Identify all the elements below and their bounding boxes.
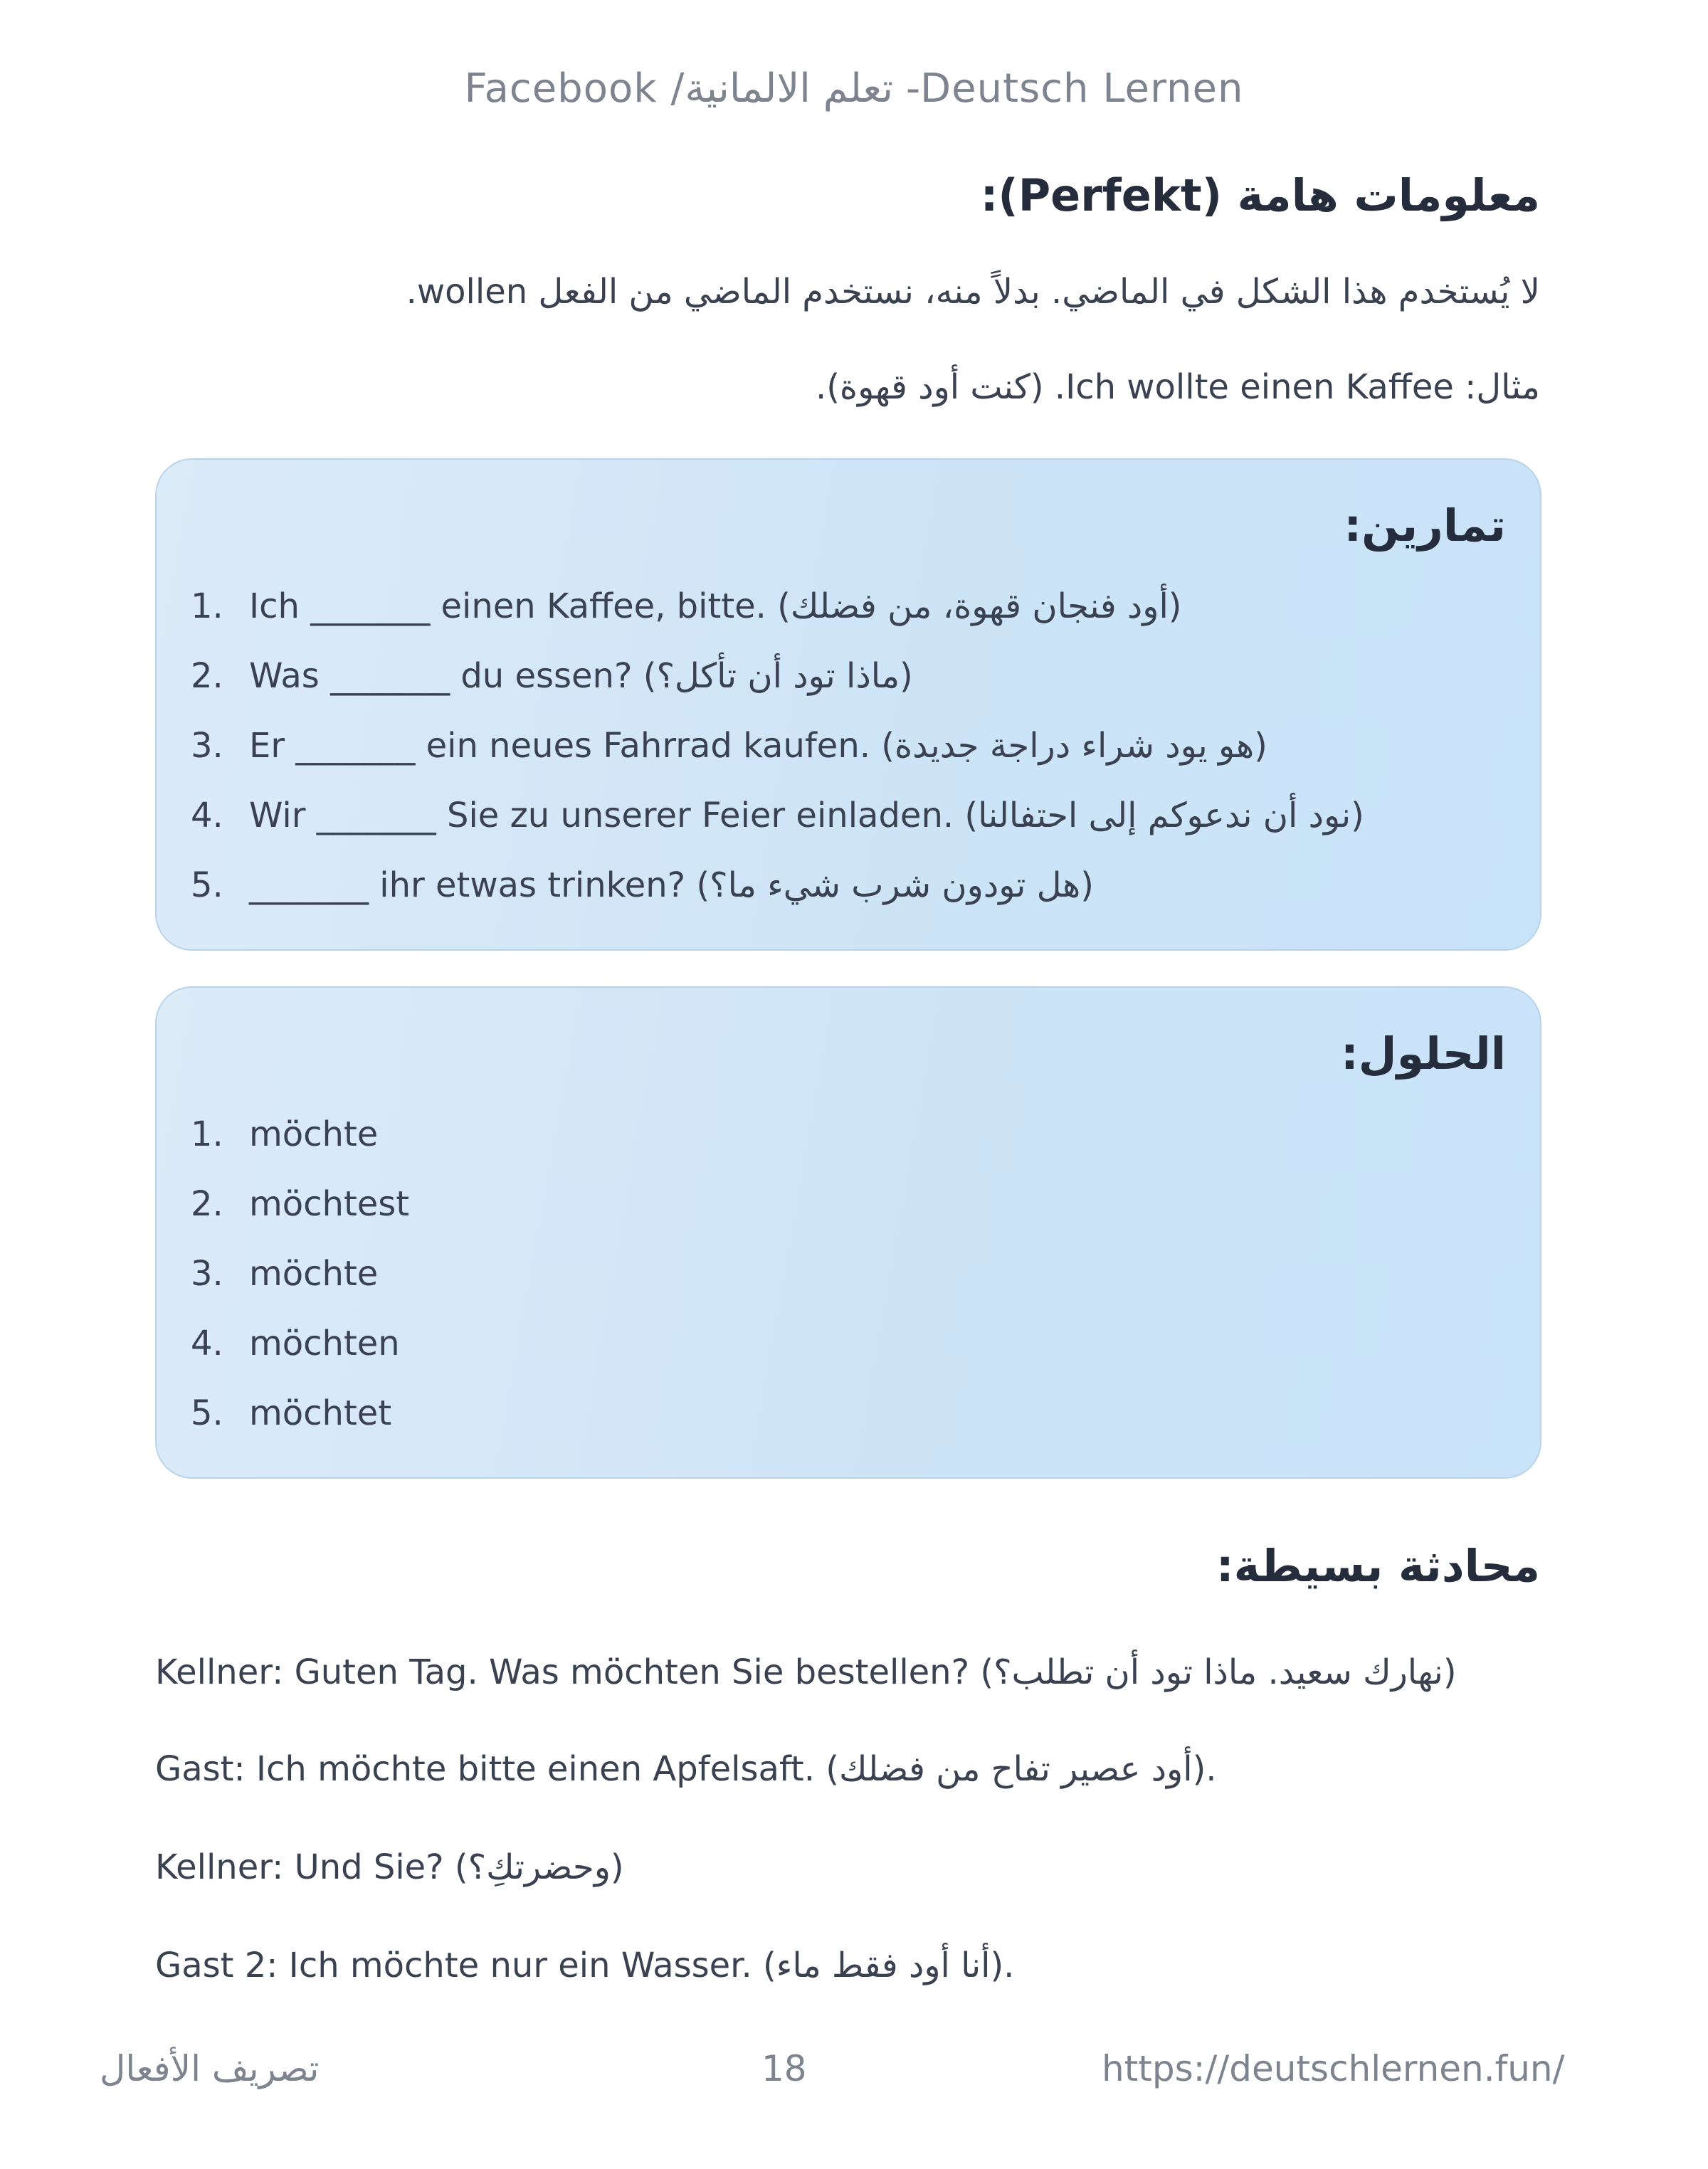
solution-item <box>191 1183 409 1225</box>
exercise-text: Ich _______ einen Kaffee, bitte. (أود فنجان قهوة، من فضلك) <box>249 586 1182 626</box>
exercise-item <box>191 655 913 697</box>
solution-item <box>191 1392 391 1435</box>
exercise-number: 5. <box>191 865 223 905</box>
solution-item <box>191 1252 378 1295</box>
exercise-item <box>191 585 1182 628</box>
exercise-number: 2. <box>191 656 223 696</box>
solution-number: 3. <box>191 1254 223 1294</box>
solution-item <box>191 1113 378 1156</box>
page-header-text: Facebook /تعلم الالمانية -Deutsch Lernen <box>464 65 1244 112</box>
solution-text: möchtest <box>249 1184 410 1224</box>
solution-number: 1. <box>191 1114 223 1154</box>
info-paragraph: لا يُستخدم هذا الشكل في الماضي. بدلاً منه، نستخدم الماضي من الفعل wollen. <box>406 272 1540 312</box>
dialog-line: Kellner: Und Sie? (وحضرتكِ؟) <box>155 1847 624 1887</box>
info-heading: معلومات هامة (Perfekt): <box>980 169 1540 221</box>
info-example: مثال: Ich wollte einen Kaffee. (كنت أود قهوة). <box>815 367 1540 407</box>
exercise-text: Was _______ du essen? (ماذا تود أن تأكل؟) <box>249 656 913 696</box>
exercise-text: Wir _______ Sie zu unserer Feier einladen. (نود أن ندعوكم إلى احتفالنا) <box>249 796 1364 835</box>
exercises-box <box>155 458 1541 951</box>
solution-text: möchte <box>249 1114 379 1154</box>
dialog-line: Kellner: Guten Tag. Was möchten Sie bestellen? (نهارك سعيد. ماذا تود أن تطلب؟) <box>155 1652 1457 1692</box>
page-number: 18 <box>761 2048 807 2089</box>
solution-number: 2. <box>191 1184 223 1224</box>
solution-text: möchten <box>249 1324 400 1363</box>
dialog-line: Gast 2: Ich möchte nur ein Wasser. (أنا أود فقط ماء). <box>155 1946 1015 1985</box>
exercise-text: Er _______ ein neues Fahrrad kaufen. (هو يود شراء دراجة جديدة) <box>249 726 1267 766</box>
exercises-title: تمارين: <box>1344 500 1506 552</box>
footer-section-title: تصريف الأفعال <box>100 2048 320 2089</box>
solution-item <box>191 1322 400 1365</box>
solution-text: möchte <box>249 1254 379 1294</box>
page-header <box>0 65 1708 112</box>
solutions-box <box>155 986 1541 1479</box>
exercise-number: 1. <box>191 586 223 626</box>
footer-url-link[interactable]: https://deutschlernen.fun/ <box>1102 2048 1565 2089</box>
conversation-heading: محادثة بسيطة: <box>1216 1540 1540 1592</box>
exercise-item <box>191 724 1267 767</box>
exercise-text: _______ ihr etwas trinken? (هل تودون شرب شيء ما؟) <box>249 865 1094 905</box>
dialog-line: Gast: Ich möchte bitte einen Apfelsaft. (أود عصير تفاح من فضلك). <box>155 1749 1217 1789</box>
exercise-item <box>191 794 1364 837</box>
exercise-number: 3. <box>191 726 223 766</box>
solution-number: 5. <box>191 1393 223 1433</box>
solution-number: 4. <box>191 1324 223 1363</box>
exercise-item <box>191 864 1094 907</box>
exercise-number: 4. <box>191 796 223 835</box>
solution-text: möchtet <box>249 1393 392 1433</box>
solutions-title: الحلول: <box>1341 1028 1506 1080</box>
